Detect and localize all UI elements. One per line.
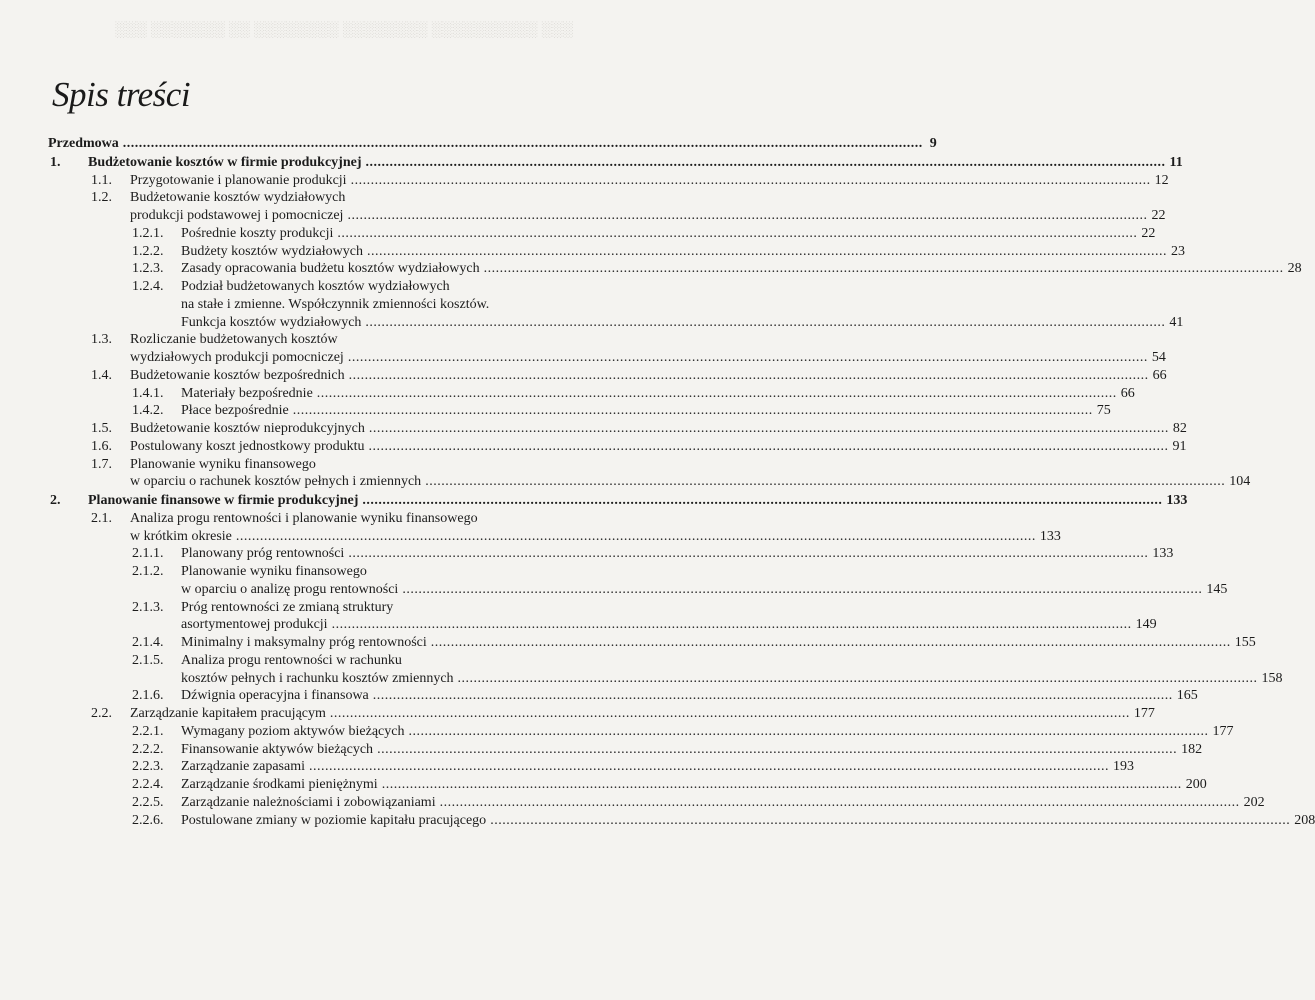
- dot-leader: ........................................................................................................................................................................................................: [347, 350, 1148, 365]
- toc-entry-title: Przedmowa: [48, 136, 119, 151]
- toc-entry: [48, 367, 1167, 385]
- toc-entry-title: w oparciu o rachunek kosztów pełnych i zmiennych: [130, 474, 422, 490]
- toc-entry-line: [181, 812, 1315, 830]
- toc-entry-content: [181, 723, 1234, 741]
- toc-entry-line: [181, 758, 1134, 776]
- toc-page-number: 165: [1176, 688, 1198, 704]
- dot-leader: ........................................................................................................................................................................................................: [490, 812, 1291, 828]
- toc-entry-content: [130, 420, 1187, 438]
- toc-entry: [48, 563, 1228, 599]
- toc-page-number: 177: [1212, 723, 1234, 739]
- toc-entry-number: 1.5.: [91, 421, 112, 436]
- toc-entry-number: 2.2.: [91, 706, 112, 721]
- toc-entry: [48, 545, 1174, 563]
- toc-entry-title: Analiza progu rentowności i planowanie wyniku finansowego: [130, 510, 478, 526]
- dot-leader: ........................................................................................................................................................................................................: [122, 136, 923, 151]
- toc-page-number: 75: [1096, 403, 1111, 419]
- toc-entry: [48, 172, 1169, 190]
- dot-leader: ........................................................................................................................................................................................................: [350, 172, 1151, 188]
- toc-page-number: 104: [1229, 474, 1251, 490]
- toc-page-number: 41: [1169, 314, 1184, 330]
- dot-leader: ........................................................................................................................................................................................................: [365, 314, 1166, 330]
- toc-entry-number: 2.1.6.: [132, 688, 164, 704]
- toc-entry-line: [181, 687, 1198, 705]
- dot-leader: ........................................................................................................................................................................................................: [292, 403, 1093, 419]
- toc-page-number: 12: [1154, 172, 1169, 188]
- dot-leader: ........................................................................................................................................................................................................: [368, 438, 1169, 454]
- toc-entry: [48, 705, 1155, 723]
- toc-entry: [48, 243, 1185, 261]
- toc-entry-number: 2.2.4.: [132, 777, 164, 792]
- toc-page-number: 23: [1170, 243, 1185, 259]
- toc-page-number: 66: [1152, 367, 1167, 383]
- dot-leader: ........................................................................................................................................................................................................: [365, 154, 1166, 170]
- toc-entry-number: 2.1.: [91, 510, 112, 526]
- toc-entry-line: [88, 492, 1188, 510]
- dot-leader: ........................................................................................................................................................................................................: [308, 759, 1109, 775]
- toc-entry-number: 2.1.2.: [132, 564, 164, 579]
- toc-entry-number: 2.2.2.: [132, 741, 164, 757]
- toc-entry: [48, 812, 1315, 830]
- toc-entry-line: [181, 581, 1228, 599]
- toc-entry-number: 2.2.6.: [132, 812, 164, 828]
- toc-entry-title: Wymagany poziom aktywów bieżących: [181, 723, 405, 739]
- toc-entry: [48, 135, 937, 153]
- toc-entry-content: [88, 154, 1183, 172]
- toc-entry-line: [181, 225, 1156, 243]
- toc-entry-number: 1.2.3.: [132, 261, 164, 277]
- toc-entry-line: [130, 705, 1155, 723]
- toc-entry: [48, 260, 1302, 278]
- toc-entry-line: [130, 528, 1061, 546]
- toc-entry-content: [130, 510, 1061, 546]
- toc-page-number: 66: [1120, 385, 1135, 401]
- toc-entry-content: [181, 385, 1135, 403]
- toc-entry: [48, 652, 1283, 688]
- toc-entry-title: Materiały bezpośrednie: [181, 385, 313, 401]
- toc-entry-number: 1.1.: [91, 172, 112, 188]
- toc-entry-line: [88, 154, 1183, 172]
- toc-entry-number: 1.2.4.: [132, 279, 164, 294]
- dot-leader: ........................................................................................................................................................................................................: [235, 528, 1036, 544]
- toc-entry-number: 2.2.3.: [132, 759, 164, 775]
- toc-entry-line: [181, 402, 1111, 420]
- toc-entry: [48, 741, 1203, 759]
- toc-entry-title: Zarządzanie należnościami i zobowiązaniami: [181, 794, 436, 810]
- toc-entry-line: [181, 741, 1203, 759]
- toc-entry-title: w oparciu o analizę progu rentowności: [181, 581, 399, 597]
- toc-page-number: 82: [1172, 421, 1187, 436]
- dot-leader: ........................................................................................................................................................................................................: [329, 706, 1130, 721]
- toc-entry-content: [181, 278, 1184, 331]
- toc-entry-title: Finansowanie aktywów bieżących: [181, 741, 374, 757]
- toc-entry-title: produkcji podstawowej i pomocniczej: [130, 208, 344, 223]
- toc-entry: [48, 634, 1256, 652]
- toc-page-number: 155: [1234, 635, 1256, 650]
- toc-entry-content: [181, 776, 1207, 794]
- toc-entry-line: [48, 135, 937, 153]
- toc-entry-content: [181, 243, 1185, 261]
- toc-entry-title: asortymentowej produkcji: [181, 617, 328, 633]
- toc-entry-content: [48, 135, 937, 153]
- toc-entry-content: [181, 563, 1228, 599]
- toc-entry: [48, 438, 1187, 456]
- toc-page-number: 91: [1172, 438, 1187, 454]
- toc-entry-number: 1.4.: [91, 367, 112, 383]
- dot-leader: ........................................................................................................................................................................................................: [457, 670, 1258, 686]
- toc-entry-title: Rozliczanie budżetowanych kosztów: [130, 332, 338, 348]
- dot-leader: ........................................................................................................................................................................................................: [331, 617, 1132, 633]
- toc-entry-title: Budżetowanie kosztów wydziałowych: [130, 190, 346, 206]
- toc-entry-number: 2.1.3.: [132, 599, 164, 615]
- toc-entry-line: [181, 616, 1157, 634]
- toc-entry-line: [130, 438, 1187, 456]
- toc-entry-line: [181, 670, 1283, 688]
- toc-page-number: 177: [1133, 706, 1155, 721]
- toc-page-number: 208: [1294, 812, 1315, 828]
- toc-page-number: 149: [1135, 617, 1157, 633]
- toc-entry: [48, 189, 1166, 225]
- toc-page-number: 54: [1151, 350, 1166, 365]
- toc-entry: [48, 385, 1135, 403]
- toc-entry-content: [181, 687, 1198, 705]
- toc-entry: [48, 776, 1207, 794]
- toc-entry-title: Planowany próg rentowności: [181, 546, 345, 562]
- toc-entry-number: 1.7.: [91, 456, 112, 472]
- toc-entry-line: [130, 420, 1187, 438]
- toc-entry-number: 2.1.4.: [132, 635, 164, 650]
- toc-entry-title: Podział budżetowanych kosztów wydziałowych: [181, 279, 450, 294]
- toc-entry-line: [130, 473, 1251, 491]
- toc-entry: [48, 331, 1166, 367]
- toc-entry-line: [130, 367, 1167, 385]
- toc-entry-title: Przygotowanie i planowanie produkcji: [130, 172, 347, 188]
- dot-leader: ........................................................................................................................................................................................................: [362, 493, 1163, 508]
- toc-entry-number: 2.2.1.: [132, 723, 164, 739]
- dot-leader: ........................................................................................................................................................................................................: [316, 385, 1117, 401]
- toc-entry-title: Planowanie wyniku finansowego: [181, 564, 367, 579]
- toc-entry-line: [181, 776, 1207, 794]
- toc-page-number: 133: [1152, 546, 1174, 562]
- dot-leader: ........................................................................................................................................................................................................: [347, 208, 1148, 223]
- toc-entry-line: [181, 794, 1265, 812]
- toc-entry-title: Zarządzanie zapasami: [181, 759, 305, 775]
- dot-leader: ........................................................................................................................................................................................................: [439, 794, 1240, 810]
- toc-entry-content: [181, 741, 1203, 759]
- toc-entry-title: Płace bezpośrednie: [181, 403, 289, 419]
- toc-page-number: 22: [1141, 225, 1156, 241]
- toc-entry-content: [130, 367, 1167, 385]
- toc-entry-content: [130, 456, 1251, 492]
- toc-entry-line: [130, 207, 1166, 225]
- toc-entry: [48, 723, 1234, 741]
- toc-entry-number: 2.: [50, 493, 61, 508]
- toc-page-number: 133: [1166, 493, 1188, 508]
- toc-entry-content: [130, 189, 1166, 225]
- toc-entry-content: [130, 705, 1155, 723]
- dot-leader: ........................................................................................................................................................................................................: [402, 581, 1203, 597]
- dot-leader: ........................................................................................................................................................................................................: [368, 421, 1169, 436]
- toc-entry-title: Dźwignia operacyjna i finansowa: [181, 688, 369, 704]
- toc-entry-content: [181, 225, 1156, 243]
- toc-entry-content: [181, 794, 1265, 812]
- toc-entry-title: Zarządzanie kapitałem pracującym: [130, 706, 326, 721]
- dot-leader: ........................................................................................................................................................................................................: [483, 261, 1284, 277]
- toc-entry-content: [130, 172, 1169, 190]
- toc-entry-title: Planowanie wyniku finansowego: [130, 456, 316, 472]
- dot-leader: ........................................................................................................................................................................................................: [348, 367, 1149, 383]
- toc-entry-title: Analiza progu rentowności w rachunku: [181, 652, 402, 668]
- bleed-through-text: ░░░ ░░░░░░░ ░░ ░░░░░░░░ ░░░░░░░░ ░░░░░░░░░░ ░░░: [114, 22, 573, 38]
- toc-page-number: 28: [1287, 261, 1302, 277]
- toc-entry: [48, 225, 1156, 243]
- dot-leader: ........................................................................................................................................................................................................: [337, 225, 1138, 241]
- toc-entry-title: Funkcja kosztów wydziałowych: [181, 314, 362, 330]
- toc-page-number: 145: [1206, 581, 1228, 597]
- toc-entry-content: [181, 812, 1315, 830]
- toc-entry-number: 1.2.: [91, 190, 112, 206]
- toc-page-number: 9: [929, 136, 937, 151]
- toc-page-number: 193: [1112, 759, 1134, 775]
- toc-entry-content: [130, 438, 1187, 456]
- toc-entry: [48, 492, 1188, 510]
- toc-entry-title: Zasady opracowania budżetu kosztów wydziałowych: [181, 261, 480, 277]
- toc-entry: [48, 510, 1061, 546]
- toc-entry-content: [130, 331, 1166, 367]
- toc-entry-number: 1.2.2.: [132, 243, 164, 259]
- toc-entry-line: [181, 634, 1256, 652]
- toc-entry-number: 1.2.1.: [132, 225, 164, 241]
- dot-leader: ........................................................................................................................................................................................................: [372, 688, 1173, 704]
- toc-entry: [48, 687, 1198, 705]
- toc-entry-title: Budżetowanie kosztów w firmie produkcyjnej: [88, 154, 362, 170]
- toc-entry: [48, 278, 1184, 331]
- dot-leader: ........................................................................................................................................................................................................: [366, 243, 1167, 259]
- toc-entry: [48, 456, 1251, 492]
- toc-entry-number: 2.2.5.: [132, 794, 164, 810]
- toc-entry-title: Próg rentowności ze zmianą struktury: [181, 599, 394, 615]
- dot-leader: ........................................................................................................................................................................................................: [425, 474, 1226, 490]
- toc-entry-line: [181, 314, 1184, 332]
- dot-leader: ........................................................................................................................................................................................................: [408, 723, 1209, 739]
- toc-entry-content: [181, 634, 1256, 652]
- toc-entry-content: [181, 260, 1302, 278]
- toc-entry-title: Budżetowanie kosztów bezpośrednich: [130, 367, 345, 383]
- toc-entry-title: Pośrednie koszty produkcji: [181, 225, 334, 241]
- toc-page-number: 158: [1261, 670, 1283, 686]
- toc-entry-title: Minimalny i maksymalny próg rentowności: [181, 635, 427, 650]
- toc-page-number: 11: [1169, 154, 1183, 170]
- toc-entry-content: [181, 652, 1283, 688]
- toc-entry: [48, 402, 1111, 420]
- table-of-contents: [48, 135, 1315, 829]
- toc-page-number: 182: [1181, 741, 1203, 757]
- toc-entry-title: Budżety kosztów wydziałowych: [181, 243, 363, 259]
- dot-leader: ........................................................................................................................................................................................................: [377, 741, 1178, 757]
- toc-entry-line: [130, 172, 1169, 190]
- toc-entry-line: [130, 349, 1166, 367]
- toc-entry-title: kosztów pełnych i rachunku kosztów zmiennych: [181, 670, 454, 686]
- toc-entry-line: [181, 545, 1174, 563]
- toc-entry-content: [88, 492, 1188, 510]
- toc-entry-title: Budżetowanie kosztów nieprodukcyjnych: [130, 421, 365, 436]
- toc-entry-title: Zarządzanie środkami pieniężnymi: [181, 777, 378, 792]
- toc-entry-number: 1.: [50, 154, 61, 170]
- toc-entry-content: [181, 402, 1111, 420]
- toc-page-number: 22: [1151, 208, 1166, 223]
- toc-entry: [48, 420, 1187, 438]
- toc-entry-number: 2.1.1.: [132, 546, 164, 562]
- toc-entry-number: 1.6.: [91, 438, 112, 454]
- toc-entry-content: [181, 599, 1157, 635]
- toc-entry-title: Planowanie finansowe w firmie produkcyjnej: [88, 493, 359, 508]
- toc-entry: [48, 154, 1183, 172]
- toc-entry: [48, 758, 1134, 776]
- dot-leader: ........................................................................................................................................................................................................: [348, 546, 1149, 562]
- toc-entry-line: [181, 723, 1234, 741]
- toc-page-number: 200: [1185, 777, 1207, 792]
- toc-entry-title: Postulowane zmiany w poziomie kapitału pracującego: [181, 812, 487, 828]
- toc-entry-line: [181, 385, 1135, 403]
- toc-page-number: 202: [1243, 794, 1265, 810]
- toc-entry-number: 1.4.2.: [132, 403, 164, 419]
- toc-entry-number: 1.3.: [91, 332, 112, 348]
- dot-leader: ........................................................................................................................................................................................................: [430, 635, 1231, 650]
- dot-leader: ........................................................................................................................................................................................................: [381, 777, 1182, 792]
- toc-entry: [48, 599, 1157, 635]
- toc-entry-title: na stałe i zmienne. Współczynnik zmienności kosztów.: [181, 296, 490, 312]
- toc-entry-title: Postulowany koszt jednostkowy produktu: [130, 438, 365, 454]
- toc-page-number: 133: [1039, 528, 1061, 544]
- toc-entry: [48, 794, 1265, 812]
- toc-entry-line: [181, 260, 1302, 278]
- toc-entry-content: [181, 758, 1134, 776]
- toc-entry-number: 2.1.5.: [132, 652, 164, 668]
- toc-entry-title: w krótkim okresie: [130, 528, 232, 544]
- toc-entry-title: wydziałowych produkcji pomocniczej: [130, 350, 344, 365]
- page-title: Spis treści: [52, 75, 191, 114]
- toc-entry-content: [181, 545, 1174, 563]
- toc-entry-number: 1.4.1.: [132, 385, 164, 401]
- toc-entry-line: [181, 243, 1185, 261]
